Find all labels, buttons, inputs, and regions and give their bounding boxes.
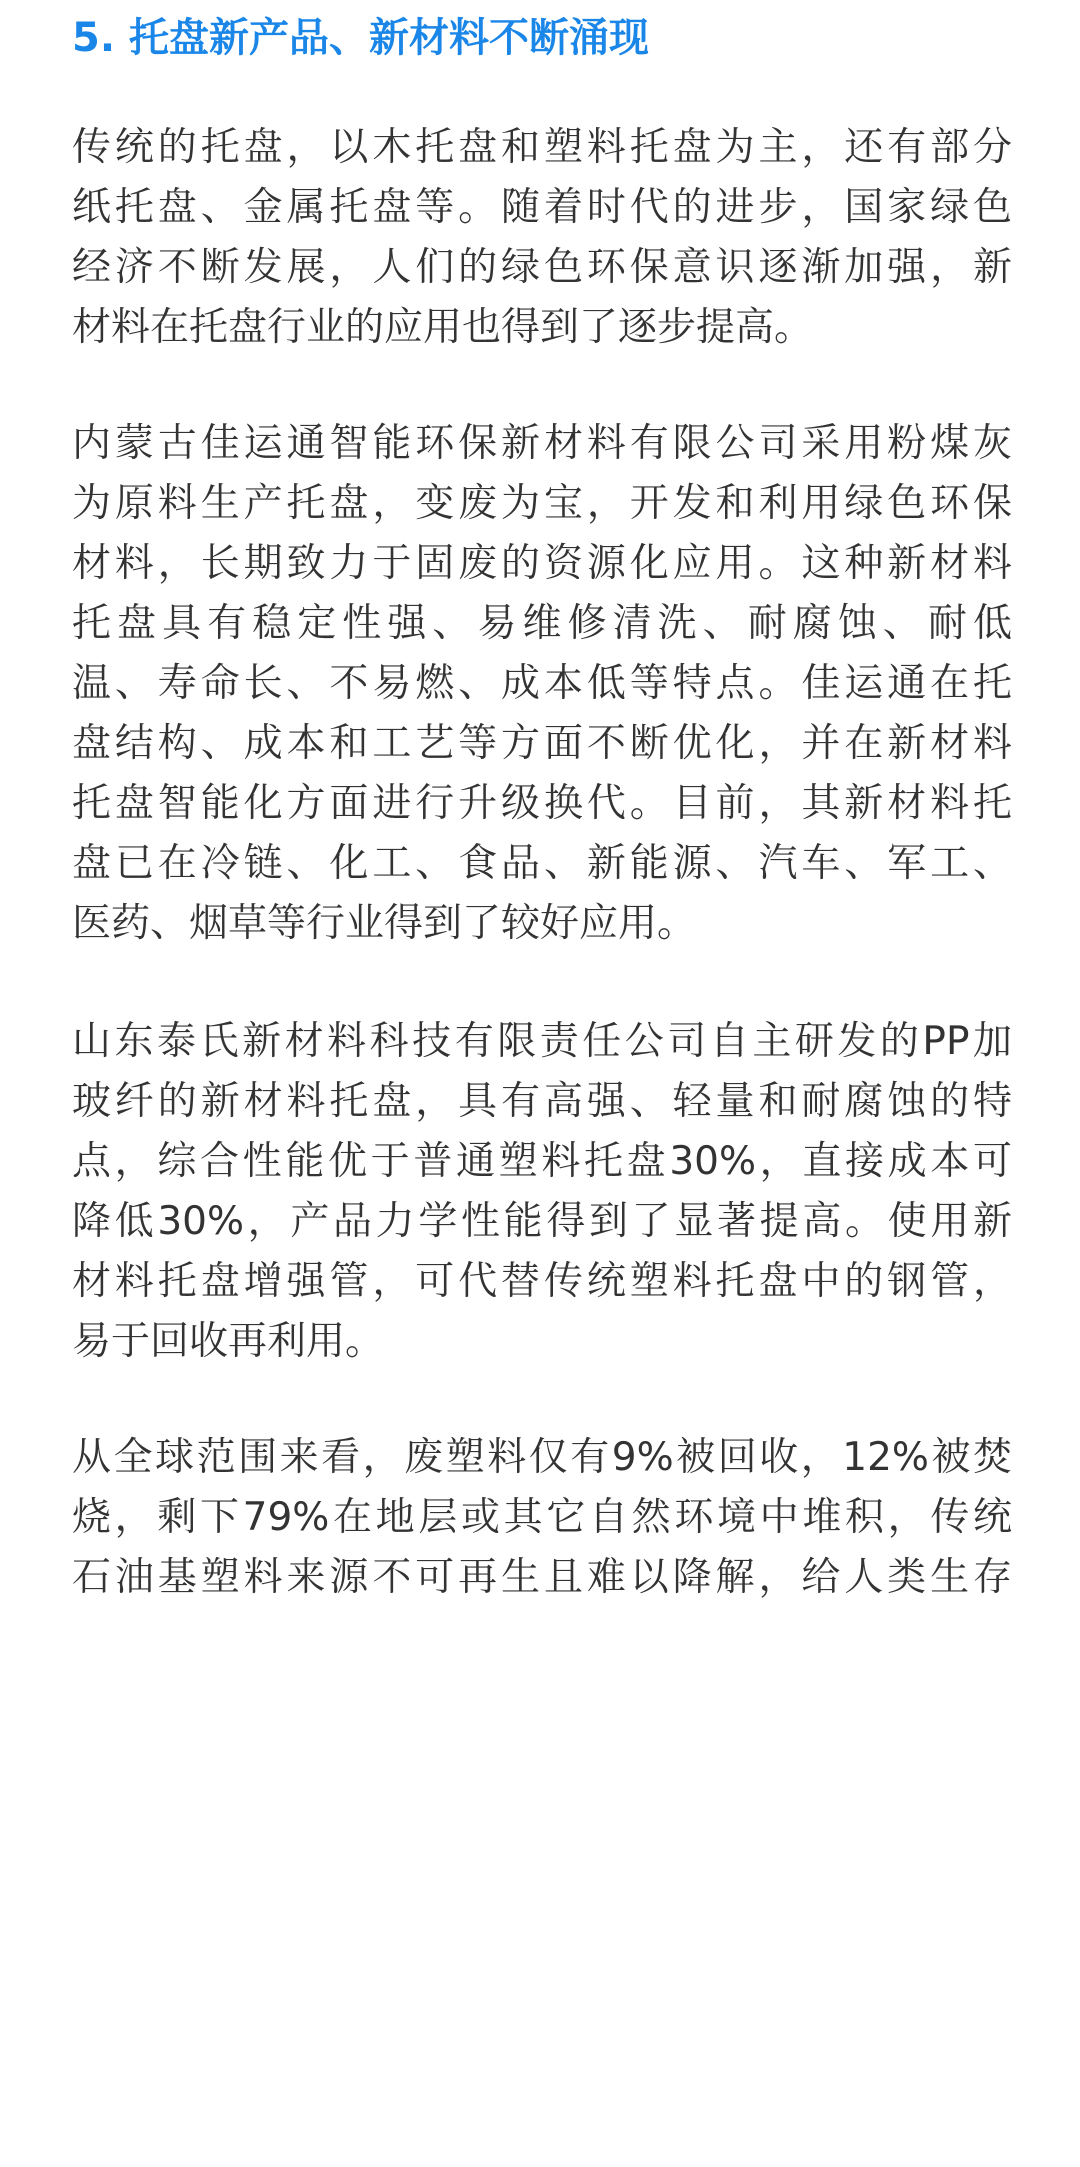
paragraph-line: 经济不断发展，人们的绿色环保意识逐渐加强，新 [72, 245, 1012, 290]
paragraph-line: 为原料生产托盘，变废为宝，开发和利用绿色环保 [72, 481, 1012, 526]
paragraph-line: 材料托盘增强管，可代替传统塑料托盘中的钢管， [72, 1259, 1012, 1304]
paragraph-line: 点，综合性能优于普通塑料托盘30%，直接成本可 [72, 1139, 1012, 1184]
paragraph-line: 托盘智能化方面进行升级换代。目前，其新材料托 [72, 781, 1012, 826]
paragraph-line: 医药、烟草等行业得到了较好应用。 [72, 901, 697, 946]
paragraph-line: 山东泰氏新材料科技有限责任公司自主研发的PP加 [72, 1019, 1012, 1064]
paragraph-line: 内蒙古佳运通智能环保新材料有限公司采用粉煤灰 [72, 421, 1012, 466]
paragraph-line: 易于回收再利用。 [72, 1319, 385, 1364]
paragraph-line: 传统的托盘，以木托盘和塑料托盘为主，还有部分 [72, 125, 1012, 170]
paragraph-line: 材料在托盘行业的应用也得到了逐步提高。 [72, 305, 814, 350]
paragraph-line: 从全球范围来看，废塑料仅有9%被回收，12%被焚 [72, 1435, 1012, 1480]
paragraph-line: 烧，剩下79%在地层或其它自然环境中堆积，传统 [72, 1495, 1012, 1540]
paragraph-line: 玻纤的新材料托盘，具有高强、轻量和耐腐蚀的特 [72, 1079, 1012, 1124]
paragraph-line: 材料，长期致力于固废的资源化应用。这种新材料 [72, 541, 1012, 586]
paragraph-line: 盘已在冷链、化工、食品、新能源、汽车、军工、 [72, 841, 1012, 886]
paragraph-line: 托盘具有稳定性强、易维修清洗、耐腐蚀、耐低 [72, 601, 1012, 646]
paragraph-line: 降低30%，产品力学性能得到了显著提高。使用新 [72, 1199, 1012, 1244]
paragraph-line: 纸托盘、金属托盘等。随着时代的进步，国家绿色 [72, 185, 1012, 230]
paragraph-line: 温、寿命长、不易燃、成本低等特点。佳运通在托 [72, 661, 1012, 706]
section-heading: 5. 托盘新产品、新材料不断涌现 [72, 15, 649, 61]
paragraph-line: 盘结构、成本和工艺等方面不断优化，并在新材料 [72, 721, 1012, 766]
paragraph-line: 石油基塑料来源不可再生且难以降解，给人类生存 [72, 1555, 1012, 1600]
